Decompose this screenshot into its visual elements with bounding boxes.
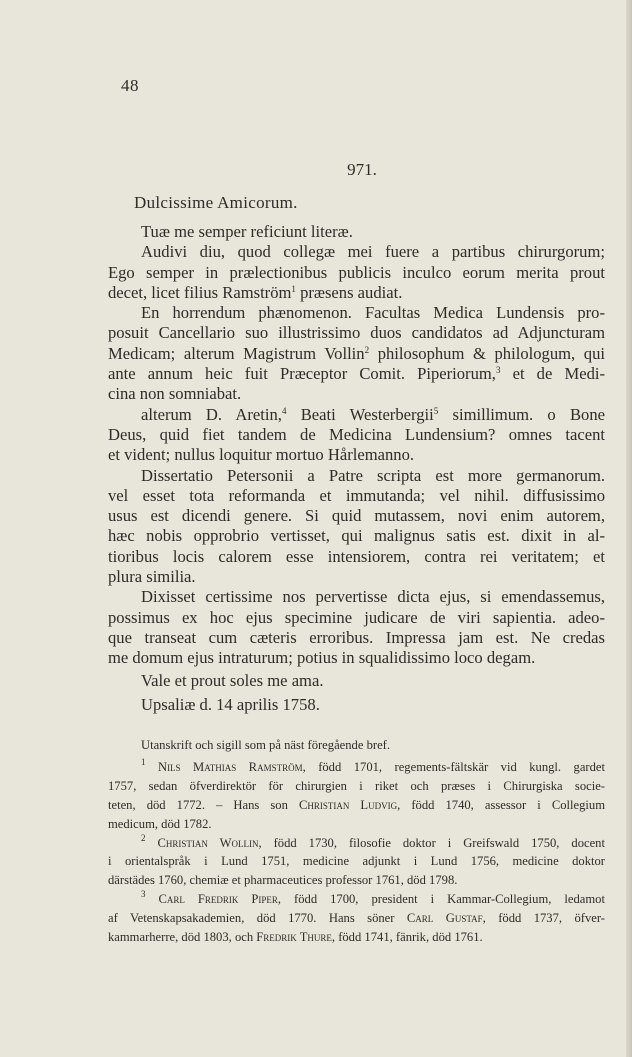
paragraph-line: cina non somniabat. [108, 384, 242, 404]
footnote-line: i orientalspråk i Lund 1751, medicine adjunkt i Lund 1756, medicine doktor [108, 854, 605, 869]
footnote-ref: 4 [281, 405, 287, 416]
salutation: Dulcissime Amicorum. [134, 193, 298, 212]
person-name: Nils Mathias Ramström, [157, 760, 306, 774]
text-run: alterum D. Aretin, [141, 404, 282, 424]
paragraph-line: Dixisset certissime nos pervertisse dicta ejus, si emendassemus, [141, 587, 605, 607]
letter-number: 971. [347, 160, 377, 179]
person-name: Carl Gustaf, [406, 911, 486, 926]
footnotes [108, 736, 605, 947]
footnote-line: därstädes 1760, chemiæ et pharmaceutices professor 1761, död 1798. [108, 873, 458, 888]
paragraph-line: posuit Cancellario suo illustrissimo duos candidatos ad Adjuncturam [108, 323, 605, 343]
paragraph-line: usus est dicendi genere. Si quid mutassem, novi enim autorem, [108, 506, 605, 526]
person-name: Christian Ludvig, [298, 797, 401, 812]
paragraph-line [108, 405, 605, 425]
text-run: af Vetenskapsakademien, död 1770. Hans söner [108, 911, 407, 926]
text-run: född 1700, president i Kammar-Collegium, ledamot [281, 892, 605, 907]
paragraph-line: tioribus locis calorem esse intensiorem, contra rei veritatem; et [108, 546, 605, 566]
footnote-ref: 3 [495, 365, 501, 376]
text-run: decet, licet filius Ramström [108, 282, 292, 302]
text-run: ante annum heic fuit Præceptor Comit. Piperiorum, [108, 364, 496, 384]
paragraph-line: vel esset tota reformanda et immutanda; vel nihil. diffusissimo [108, 485, 605, 505]
footnote-mark: 3 [141, 889, 146, 900]
text-run: född 1741, fänrik, död 1761. [335, 930, 483, 945]
dateline: Upsaliæ d. 14 aprilis 1758. [141, 695, 320, 715]
footnote-line: medicum, död 1782. [108, 816, 212, 831]
footnote-line [108, 796, 605, 815]
paragraph-line: hæc nobis opprobrio vertisset, qui malignus satis est. dixit in al- [108, 526, 605, 546]
text-run: simillimum. o Bone [438, 404, 606, 424]
footnote-ref: 5 [433, 405, 439, 416]
paragraph-line: Audivi diu, quod collegæ mei fuere a partibus chirurgorum; [141, 242, 605, 262]
person-name: Christian Wollin, [157, 835, 262, 850]
footnote-line [108, 909, 605, 928]
paragraph-line: Ego semper in prælectionibus publicis inculco eorum merita prout [108, 262, 605, 282]
text-run: Beati Westerbergii [286, 404, 434, 424]
footnote-line [108, 834, 605, 853]
text-run: præsens audiat. [295, 282, 403, 302]
footnote-mark: 2 [141, 832, 146, 843]
text-run: kammarherre, död 1803, och [108, 930, 257, 945]
text-run: Medicam; alterum Magistrum Vollin [108, 343, 365, 363]
text-run: teten, död 1772. – Hans son [108, 797, 299, 812]
page-edge [626, 0, 632, 1057]
text-run: född 1701, regements-fältskär vid kungl. gardet [305, 760, 605, 774]
footnote-line [108, 890, 605, 909]
footnote-ref: 1 [291, 283, 296, 294]
paragraph-line: En horrendum phænomenon. Facultas Medica Lundensis pro- [141, 303, 605, 323]
closing-line: Vale et prout soles me ama. [141, 670, 324, 690]
paragraph-line: que transeat cum cæteris erroribus. Impressa jam est. Ne credas [108, 627, 605, 647]
text-run: född 1737, öfver- [485, 911, 605, 926]
paragraph-line: Tuæ me semper reficiunt literæ. [141, 222, 353, 241]
footnote-line [108, 928, 605, 947]
paragraph-line: et vident; nullus loquitur mortuo Hårlemanno. [108, 445, 415, 465]
paragraph-line: me domum ejus intraturum; potius in squalidissimo loco degam. [108, 648, 536, 668]
footnote-line: 1757, sedan öfverdirektör för chirurgien i riket och præses i Chirurgiska socie- [108, 778, 605, 793]
person-name: Fredrik Thure, [256, 930, 336, 945]
person-name: Carl Fredrik Piper, [158, 892, 282, 907]
text-run: född 1730, filosofie doktor i Greifswald 1750, docent [261, 835, 605, 850]
paragraph-line: Dissertatio Petersonii a Patre scripta est more germanorum. [141, 465, 605, 485]
footnote-line [108, 758, 605, 777]
paragraph-line [108, 344, 605, 364]
footnote-heading: Utanskrift och sigill som på näst föregående bref. [141, 738, 391, 752]
text-run: et de Medi- [500, 364, 606, 384]
paragraph-line: Deus, quid fiet tandem de Medicina Lundensium? omnes tacent [108, 424, 605, 444]
paragraph-line: possimus ex hoc ejus specimine judicare de viri sapientia. adeo- [108, 607, 605, 627]
text-run: född 1740, assessor i Collegium [400, 797, 605, 812]
paragraph-line [108, 283, 605, 303]
page-number: 48 [121, 76, 139, 95]
paragraph-line: plura similia. [108, 567, 196, 587]
footnote-mark: 1 [141, 757, 146, 767]
letter-body [108, 222, 605, 716]
paragraph-line [108, 364, 605, 384]
text-run: philosophum & philologum, qui [369, 343, 605, 363]
footnote-ref: 2 [364, 344, 370, 355]
